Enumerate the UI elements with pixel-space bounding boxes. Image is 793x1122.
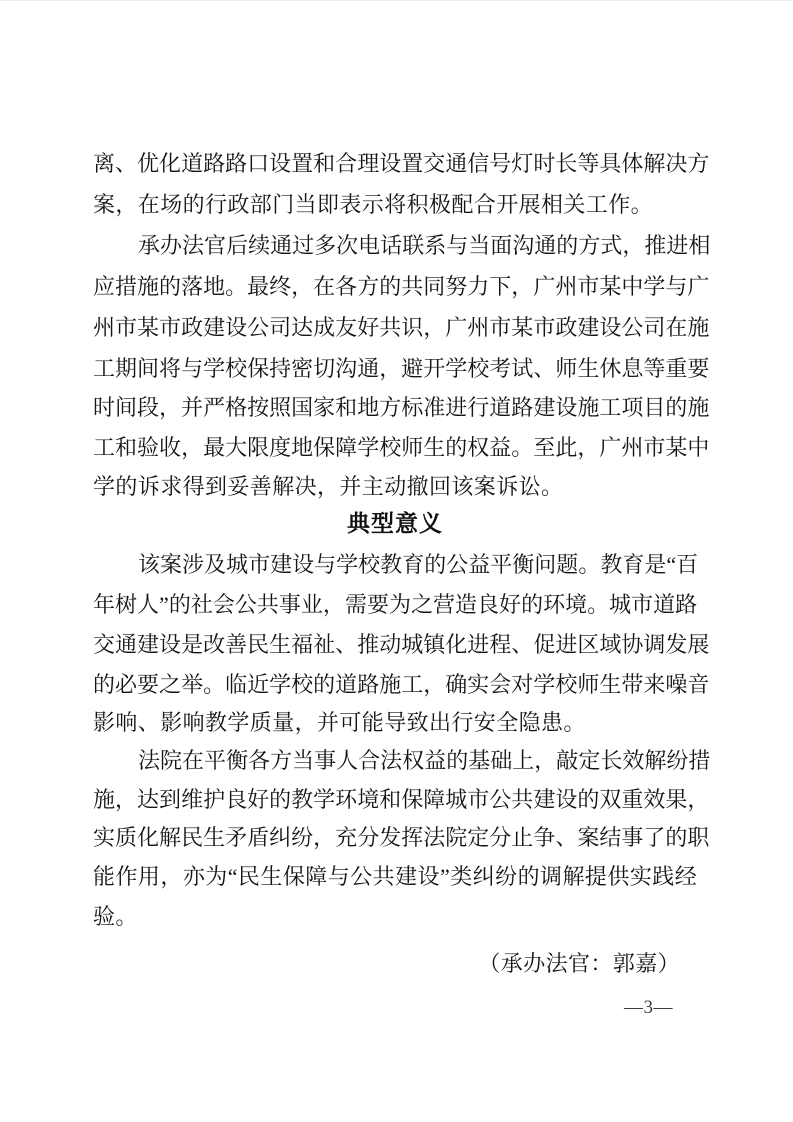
text-line: 能 作 用 ， 亦 为 “ 民 生 保 障 与 公 共 建 设 ” 类 纠 纷 的 调 解 提 供 实 践 经 <box>93 864 697 889</box>
text-line: 影响、影响教学质量，并可能导致出行安全隐患。 <box>93 710 586 735</box>
text-line: 案，在场的行政部门当即表示将积极配合开展相关工作。 <box>93 192 654 217</box>
text-line: 州 市 某 市 政 建 设 公 司 达 成 友 好 共 识 ， 广 州 市 某 市 政 建 设 公 司 在 施 <box>93 315 710 340</box>
text-line: 应 措 施 的 落 地 。 最 终 ， 在 各 方 的 共 同 努 力 下 ， 广 州 市 某 中 学 与 广 <box>93 274 710 299</box>
document-text-block <box>93 1 711 1122</box>
text-line: 施 ， 达 到 维 护 良 好 的 教 学 环 境 和 保 障 城 市 公 共 建 设 的 双 重 效 果 ， <box>93 787 710 812</box>
signature-line: （承办法官：郭嘉） <box>478 951 680 976</box>
text-line: 工 期 间 将 与 学 校 保 持 密 切 沟 通 ， 避 开 学 校 考 试 、 师 生 休 息 等 重 要 <box>93 356 710 381</box>
text-line: 交 通 建 设 是 改 善 民 生 福 祉 、 推 动 城 镇 化 进 程 、 促 进 区 域 协 调 发 展 <box>93 632 710 657</box>
text-line: 该 案 涉 及 城 市 建 设 与 学 校 教 育 的 公 益 平 衡 问 题 。 教 育 是 “ 百 <box>138 552 699 577</box>
page-number: —3— <box>624 997 673 1018</box>
text-line: 的 必 要 之 举 。 临 近 学 校 的 道 路 施 工 ， 确 实 会 对 学 校 师 生 带 来 噪 音 <box>93 672 710 697</box>
text-line: 学的诉求得到妥善解决，并主动撤回该案诉讼。 <box>93 474 564 499</box>
text-line: 时 间 段 ， 并 严 格 按 照 国 家 和 地 方 标 准 进 行 道 路 建 设 施 工 项 目 的 施 <box>93 395 710 420</box>
text-line: 验。 <box>93 904 138 929</box>
text-line: 工 和 验 收 ， 最 大 限 度 地 保 障 学 校 师 生 的 权 益 。 至 此 ， 广 州 市 某 中 <box>93 435 710 460</box>
text-line: 离 、 优 化 道 路 路 口 设 置 和 合 理 设 置 交 通 信 号 灯 时 长 等 具 体 解 决 方 <box>93 151 710 176</box>
text-line: 年 树 人 ” 的 社 会 公 共 事 业 ， 需 要 为 之 营 造 良 好 的 环 境 。 城 市 道 路 <box>93 592 698 617</box>
section-heading: 典型意义 <box>347 510 443 536</box>
text-line: 法 院 在 平 衡 各 方 当 事 人 合 法 权 益 的 基 础 上 ， 敲 定 长 效 解 纷 措 <box>138 748 711 773</box>
text-line: 实 质 化 解 民 生 矛 盾 纠 纷 ， 充 分 发 挥 法 院 定 分 止 争 、 案 结 事 了 的 职 <box>93 825 710 850</box>
text-line: 承 办 法 官 后 续 通 过 多 次 电 话 联 系 与 当 面 沟 通 的 方 式 ， 推 进 相 <box>138 233 711 258</box>
